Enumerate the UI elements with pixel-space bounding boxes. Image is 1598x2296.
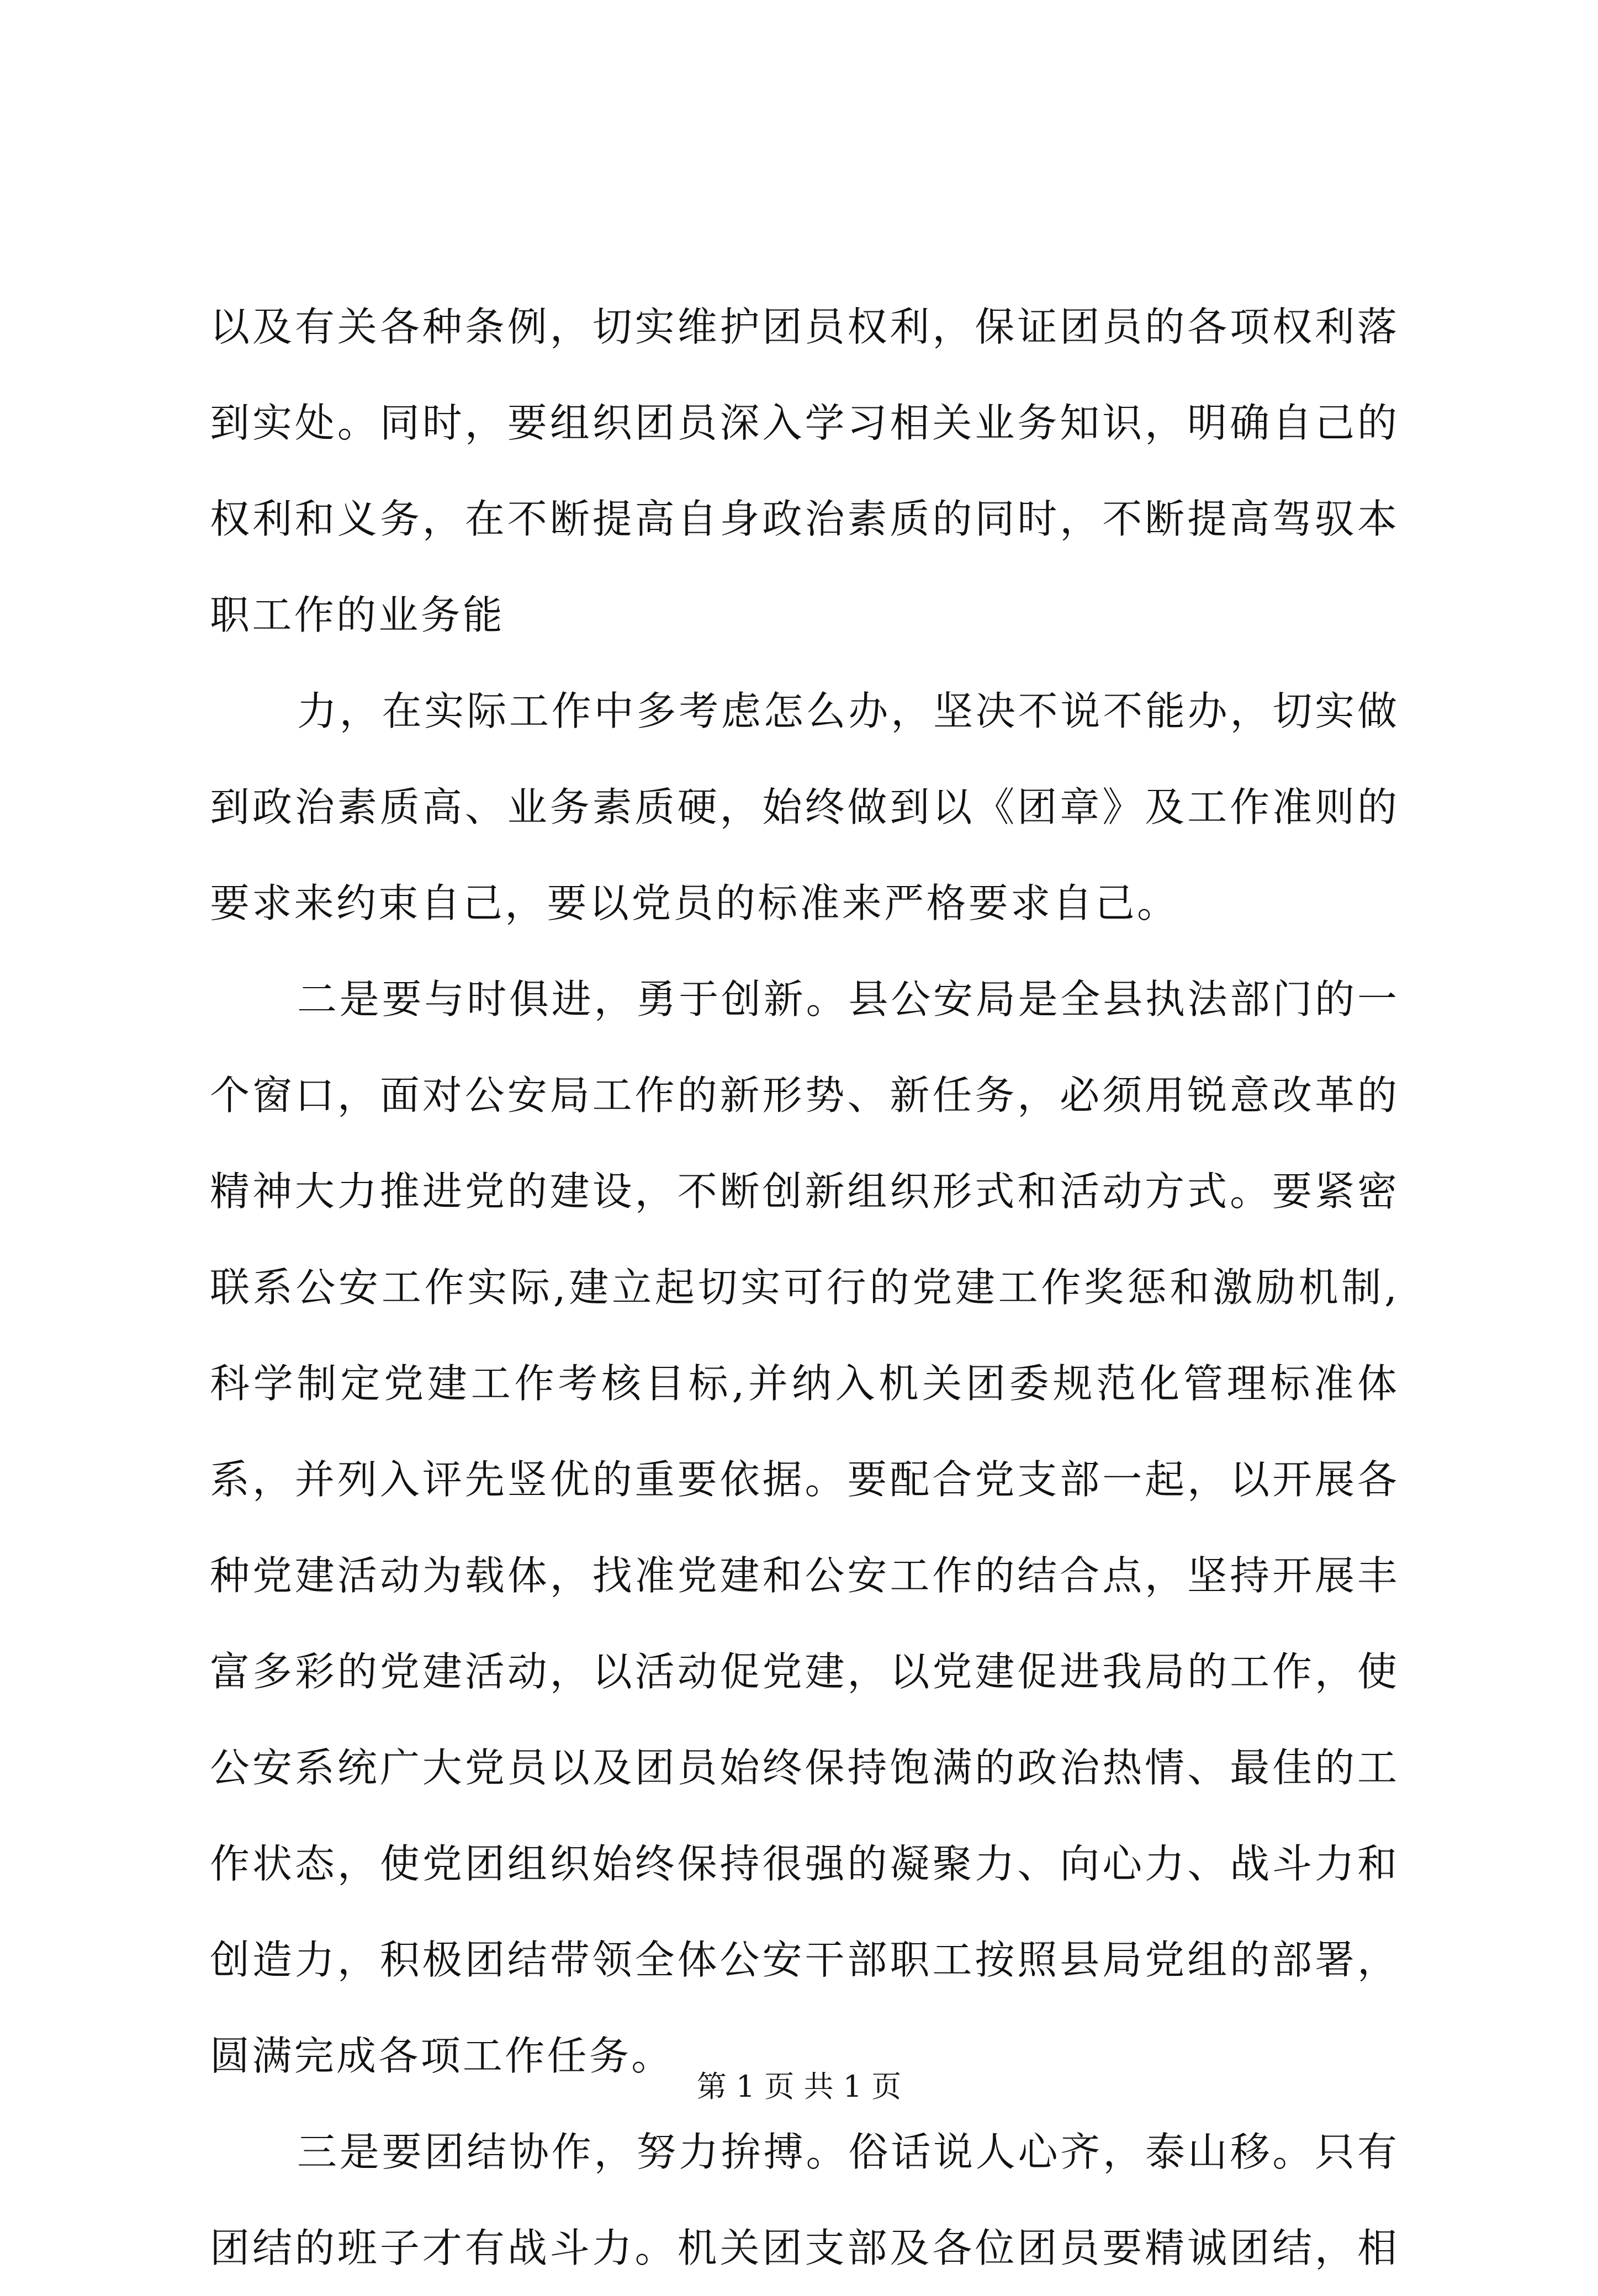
text-line: 个窗口，面对公安局工作的新形势、新任务，必须用锐意改革的 — [210, 1072, 1397, 1118]
text-line: 精神大力推进党的建设，不断创新组织形式和活动方式。要紧密 — [210, 1168, 1397, 1215]
text-line: 二是要与时俱进，勇于创新。县公安局是全县执法部门的一 — [297, 976, 1397, 1022]
text-line: 富多彩的党建活动，以活动促党建，以党建促进我局的工作，使 — [210, 1648, 1397, 1695]
text-line: 系，并列入评先竖优的重要依据。要配合党支部一起，以开展各 — [210, 1456, 1397, 1503]
text-line: 科学制定党建工作考核目标,并纳入机关团委规范化管理标准体 — [210, 1360, 1397, 1407]
text-line: 权利和义务，在不断提高自身政治素质的同时，不断提高驾驭本 — [210, 496, 1397, 542]
text-line: 要求来约束自己，要以党员的标准来严格要求自己。 — [210, 880, 1179, 926]
document-body — [210, 279, 1397, 2296]
text-line: 作状态，使党团组织始终保持很强的凝聚力、向心力、战斗力和 — [210, 1841, 1397, 1887]
text-line: 三是要团结协作，努力拚搏。俗话说人心齐，泰山移。只有 — [297, 2129, 1397, 2175]
text-line: 联系公安工作实际,建立起切实可行的党建工作奖惩和激励机制, — [210, 1264, 1397, 1311]
text-line: 力，在实际工作中多考虑怎么办，坚决不说不能办，切实做 — [297, 688, 1397, 734]
text-line: 公安系统广大党员以及团员始终保持饱满的政治热情、最佳的工 — [210, 1744, 1397, 1791]
page-number-footer: 第 1 页 共 1 页 — [696, 2069, 902, 2104]
text-line: 种党建活动为载体，找准党建和公安工作的结合点，坚持开展丰 — [210, 1552, 1397, 1599]
text-line: 以及有关各种条例，切实维护团员权利，保证团员的各项权利落 — [210, 304, 1397, 350]
text-line: 到政治素质高、业务素质硬，始终做到以《团章》及工作准则的 — [210, 784, 1397, 830]
text-line: 团结的班子才有战斗力。机关团支部及各位团员要精诚团结，相 — [210, 2225, 1397, 2271]
text-line: 职工作的业务能 — [210, 592, 505, 638]
text-line: 圆满完成各项工作任务。 — [210, 2033, 674, 2079]
text-line: 到实处。同时，要组织团员深入学习相关业务知识，明确自己的 — [210, 400, 1397, 446]
text-line: 创造力，积极团结带领全体公安干部职工按照县局党组的部署， — [210, 1937, 1397, 1983]
